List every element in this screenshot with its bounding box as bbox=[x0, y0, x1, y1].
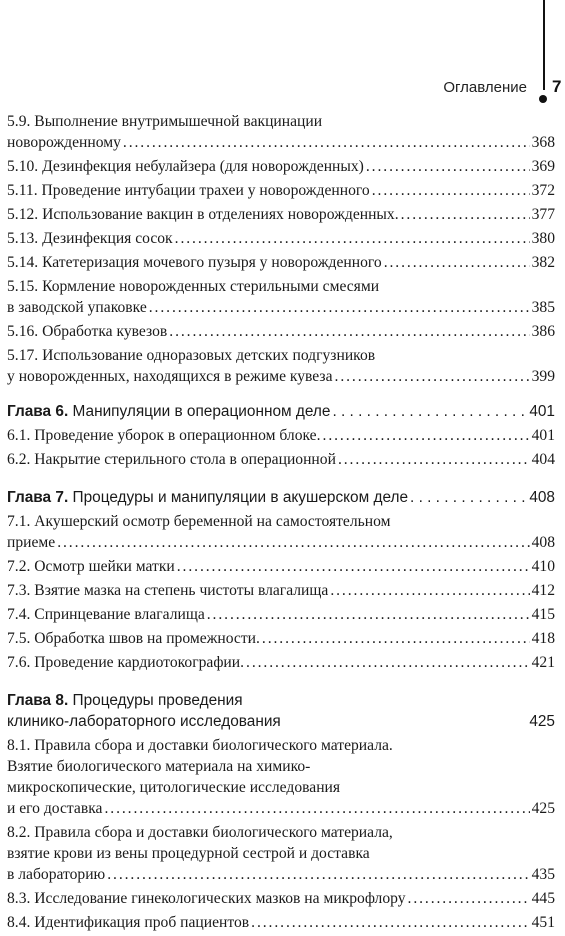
header-dot bbox=[539, 95, 547, 103]
toc-entry-line: 8.1. Правила сбора и доставки биологического материала. bbox=[7, 737, 393, 754]
toc-entry-title: 5.12. Использование вакцин в отделениях новорожденных. bbox=[7, 206, 399, 223]
dot-leader bbox=[384, 252, 530, 273]
toc-entry-leader-line bbox=[7, 132, 555, 153]
toc-page-number: 408 bbox=[529, 489, 555, 506]
toc-entry-title: 7.6. Проведение кардиотокографии. bbox=[7, 654, 245, 671]
toc-entry-title: новорожденному bbox=[7, 134, 121, 151]
toc-page-number: 380 bbox=[531, 230, 555, 247]
toc-entry-leader-line bbox=[7, 252, 555, 273]
dot-leader bbox=[401, 204, 530, 225]
dot-leader bbox=[335, 366, 530, 387]
toc-entry-title: 8.4. Идентификация проб пациентов bbox=[7, 914, 250, 931]
toc-entry bbox=[7, 628, 555, 652]
toc-entry-title: в заводской упаковке bbox=[7, 299, 147, 316]
toc-entry-leader-line bbox=[7, 580, 555, 601]
toc-entry-leader-line bbox=[7, 449, 555, 470]
toc-entry-line bbox=[7, 690, 555, 711]
dot-leader bbox=[323, 425, 530, 446]
toc-entry-leader-line bbox=[7, 604, 555, 625]
toc-page-number: 401 bbox=[531, 427, 555, 444]
toc-page-number: 368 bbox=[531, 134, 555, 151]
toc-page-number: 415 bbox=[531, 606, 555, 623]
toc-entry-title: 6.1. Проведение уборок в операционном блоке. bbox=[7, 427, 321, 444]
toc-entry-leader-line bbox=[7, 228, 555, 249]
toc-entry bbox=[7, 735, 555, 819]
dot-leader bbox=[408, 888, 530, 909]
toc-entry-title: 6.2. Накрытие стерильного стола в операционной bbox=[7, 451, 336, 468]
toc-entry-title: 5.10. Дезинфекция небулайзера (для новорожденных) bbox=[7, 158, 364, 175]
toc-page-number: 369 bbox=[531, 158, 555, 175]
chapter-title bbox=[7, 487, 408, 508]
toc-page-number: 421 bbox=[531, 654, 555, 671]
dot-leader bbox=[262, 628, 530, 649]
toc-entry-leader-line bbox=[7, 864, 555, 885]
toc-entry-leader-line bbox=[7, 180, 555, 201]
toc-entry-leader-line bbox=[7, 425, 555, 446]
toc-entry-leader-line bbox=[7, 912, 555, 933]
toc-entry-leader-line bbox=[7, 532, 555, 553]
toc-entry bbox=[7, 111, 555, 153]
toc-entry bbox=[7, 912, 555, 936]
toc-entry-line: взятие крови из вены процедурной сестрой и доставка bbox=[7, 845, 370, 862]
toc-entry bbox=[7, 556, 555, 580]
dot-leader bbox=[338, 449, 530, 470]
chapter-title-text: Процедуры и манипуляции в акушерском деле bbox=[72, 489, 409, 506]
toc-chapter bbox=[7, 401, 555, 422]
dot-leader bbox=[251, 912, 529, 933]
toc-entry-title: 5.11. Проведение интубации трахеи у новорожденного bbox=[7, 182, 370, 199]
toc-entry bbox=[7, 252, 555, 276]
toc-entry-leader-line bbox=[7, 556, 555, 577]
chapter-title-text: Манипуляции в операционном деле bbox=[72, 403, 331, 420]
toc-page-number: 445 bbox=[531, 890, 555, 907]
toc-entry bbox=[7, 345, 555, 387]
toc-entry-leader-line bbox=[7, 401, 555, 422]
chapter-label: Глава 8. bbox=[7, 692, 69, 709]
toc-entry-line: 8.2. Правила сбора и доставки биологического материала, bbox=[7, 824, 393, 841]
toc-page-number: 418 bbox=[531, 630, 555, 647]
toc-entry-title: 7.4. Спринцевание влагалища bbox=[7, 606, 205, 623]
toc-entry-title: 5.16. Обработка кувезов bbox=[7, 323, 168, 340]
table-of-contents bbox=[7, 111, 555, 936]
dot-leader bbox=[57, 532, 529, 553]
toc-entry bbox=[7, 425, 555, 449]
toc-page-number: 386 bbox=[531, 323, 555, 340]
toc-page-number: 404 bbox=[531, 451, 555, 468]
toc-entry bbox=[7, 321, 555, 345]
toc-entry bbox=[7, 580, 555, 604]
toc-page-number: 382 bbox=[531, 254, 555, 271]
toc-page-number: 451 bbox=[531, 914, 555, 931]
toc-entry-title: 5.14. Катетеризация мочевого пузыря у новорожденного bbox=[7, 254, 382, 271]
toc-entry bbox=[7, 449, 555, 473]
chapter-title bbox=[7, 401, 330, 422]
dot-leader bbox=[104, 798, 529, 819]
toc-entry-leader-line bbox=[7, 204, 555, 225]
toc-entry-title: 8.3. Исследование гинекологических мазков на микрофлору bbox=[7, 890, 406, 907]
toc-page-number: 412 bbox=[531, 582, 555, 599]
toc-entry bbox=[7, 652, 555, 676]
toc-entry-line: 5.9. Выполнение внутримышечной вакцинации bbox=[7, 113, 323, 130]
toc-page-number: 425 bbox=[531, 800, 555, 817]
toc-entry bbox=[7, 180, 555, 204]
toc-entry-title: в лабораторию bbox=[7, 866, 106, 883]
toc-page-number: 410 bbox=[531, 558, 555, 575]
toc-page-number: 408 bbox=[531, 534, 555, 551]
toc-entry-title: приеме bbox=[7, 534, 56, 551]
toc-chapter bbox=[7, 690, 555, 732]
toc-entry-title: 7.2. Осмотр шейки матки bbox=[7, 558, 175, 575]
toc-entry-leader-line bbox=[7, 321, 555, 342]
toc-entry-leader-line bbox=[7, 297, 555, 318]
chapter-title: клинико-лабораторного исследования bbox=[7, 713, 281, 730]
page-number: 7 bbox=[552, 77, 562, 96]
toc-entry bbox=[7, 276, 555, 318]
toc-entry-leader-line bbox=[7, 156, 555, 177]
dot-leader bbox=[175, 228, 530, 249]
toc-chapter bbox=[7, 487, 555, 508]
toc-entry-line: 5.15. Кормление новорожденных стерильными смесями bbox=[7, 278, 380, 295]
toc-page-number: 377 bbox=[531, 206, 555, 223]
toc-entry-leader-line bbox=[7, 888, 555, 909]
toc-entry-title: у новорожденных, находящихся в режиме кувеза bbox=[7, 368, 333, 385]
toc-entry-line: Взятие биологического материала на химико- bbox=[7, 758, 311, 775]
dot-leader bbox=[169, 321, 529, 342]
dot-leader bbox=[177, 556, 530, 577]
toc-page-number: 435 bbox=[531, 866, 555, 883]
dot-leader bbox=[410, 487, 527, 508]
dot-leader bbox=[123, 132, 530, 153]
toc-entry-leader-line bbox=[7, 628, 555, 649]
toc-entry bbox=[7, 511, 555, 553]
toc-page-number: 425 bbox=[529, 713, 555, 730]
toc-page-number: 399 bbox=[531, 368, 555, 385]
toc-entry-leader-line bbox=[7, 711, 555, 732]
toc-entry-title: 7.3. Взятие мазка на степень чистоты влагалища bbox=[7, 582, 329, 599]
dot-leader bbox=[246, 652, 530, 673]
dot-leader bbox=[107, 864, 529, 885]
chapter-label: Глава 6. bbox=[7, 403, 69, 420]
dot-leader bbox=[149, 297, 530, 318]
dot-leader bbox=[330, 580, 529, 601]
toc-entry bbox=[7, 604, 555, 628]
dot-leader bbox=[372, 180, 530, 201]
dot-leader bbox=[332, 401, 527, 422]
toc-entry-title: 7.5. Обработка швов на промежности. bbox=[7, 630, 260, 647]
toc-entry bbox=[7, 228, 555, 252]
toc-page-number: 385 bbox=[531, 299, 555, 316]
toc-page-number: 372 bbox=[531, 182, 555, 199]
toc-entry-title: 5.13. Дезинфекция сосок bbox=[7, 230, 173, 247]
toc-entry-leader-line bbox=[7, 487, 555, 508]
toc-entry-line: 7.1. Акушерский осмотр беременной на самостоятельном bbox=[7, 513, 391, 530]
toc-entry bbox=[7, 888, 555, 912]
toc-entry-leader-line bbox=[7, 798, 555, 819]
running-header-title: Оглавление bbox=[443, 79, 527, 96]
chapter-label: Глава 7. bbox=[7, 489, 69, 506]
toc-entry bbox=[7, 204, 555, 228]
dot-leader bbox=[366, 156, 530, 177]
toc-entry-leader-line bbox=[7, 366, 555, 387]
toc-entry bbox=[7, 156, 555, 180]
toc-entry-leader-line bbox=[7, 652, 555, 673]
header-rule bbox=[543, 0, 545, 90]
toc-entry-title: и его доставка bbox=[7, 800, 103, 817]
chapter-title: Процедуры проведения bbox=[72, 692, 243, 709]
dot-leader bbox=[207, 604, 530, 625]
toc-entry bbox=[7, 822, 555, 885]
toc-entry-line: микроскопические, цитологические исследования bbox=[7, 779, 341, 796]
toc-page-number: 401 bbox=[529, 403, 555, 420]
toc-entry-line: 5.17. Использование одноразовых детских подгузников bbox=[7, 347, 376, 364]
